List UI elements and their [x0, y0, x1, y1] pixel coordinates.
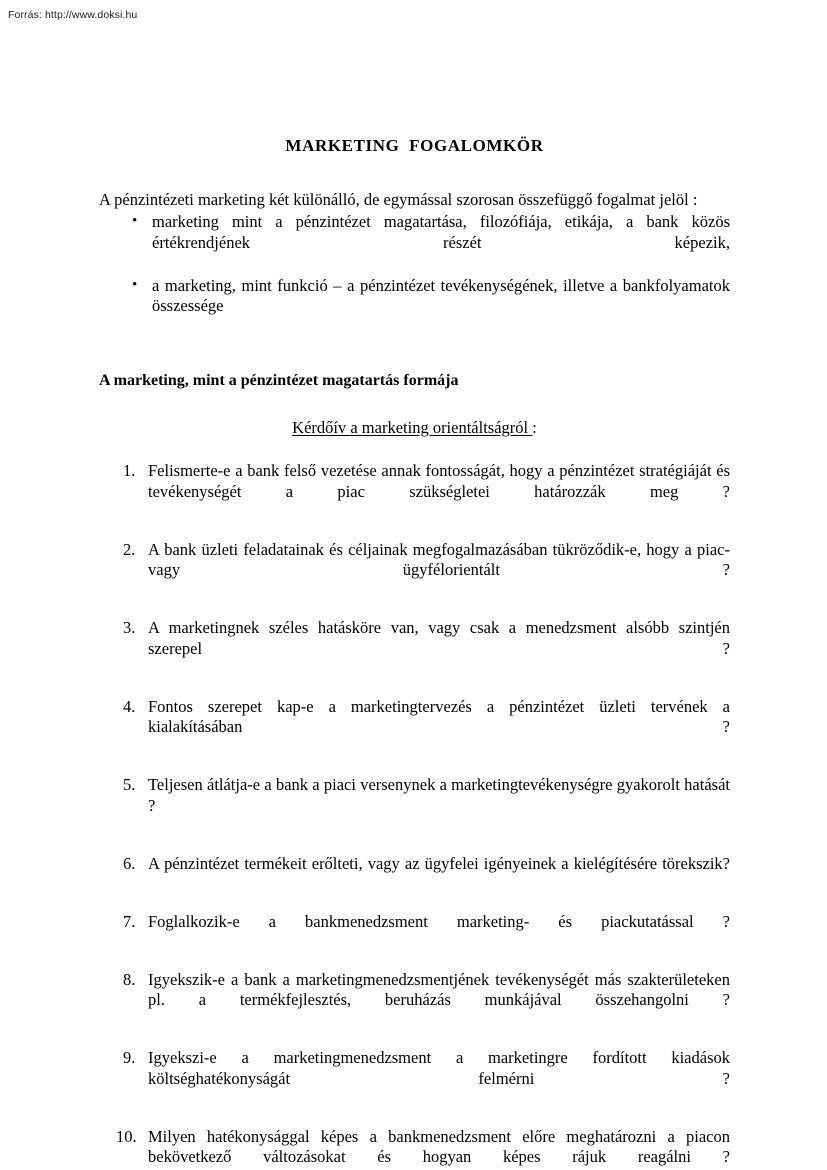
- document-content: [99, 0, 730, 1170]
- page-title: MARKETING FOGALOMKÖR: [285, 136, 544, 155]
- questionnaire-label-suffix: :: [532, 418, 537, 437]
- source-watermark: Forrás: http://www.doksi.hu: [8, 9, 138, 21]
- question-item: [99, 697, 730, 759]
- list-item: [99, 276, 730, 338]
- question-text: Foglalkozik-e a bankmenedzsment marketing- és piackutatással ?: [148, 911, 730, 931]
- question-item: [99, 461, 730, 523]
- question-text: Igyekszik-e a bank a marketingmenedzsmentjének tevékenységét más szakterületeken pl. a termékfejlesztés, beruházás munkájával összehangolni ?: [148, 969, 730, 1009]
- questionnaire-list: [99, 438, 730, 1170]
- question-item: [99, 618, 730, 680]
- question-item: [99, 970, 730, 1032]
- question-item: [99, 854, 730, 895]
- question-text: Felismerte-e a bank felső vezetése annak fontosságát, hogy a pénzintézet stratégiáját és tevékenységét a piac szükségletei határozzák meg ?: [148, 461, 730, 501]
- question-text: Igyekszi-e a marketingmenedzsment a marketingre fordított kiadások költséghatékonyságát felmérni ?: [148, 1048, 730, 1088]
- question-item: [99, 1127, 730, 1170]
- question-text: A bank üzleti feladatainak és céljainak megfogalmazásában tükröződik-e, hogy a piac- vagy ügyfélorientált ?: [148, 539, 730, 579]
- question-text: A pénzintézet termékeit erőlteti, vagy az ügyfelei igényeinek a kielégítésére törekszik?: [148, 853, 730, 873]
- question-text: Milyen hatékonysággal képes a bankmenedzsment előre meghatározni a piacon bekövetkező változásokat és hogyan képes rájuk reagálni ?: [148, 1126, 730, 1166]
- question-item: [99, 775, 730, 837]
- intro-paragraph: A pénzintézeti marketing két különálló, de egymással szorosan összefüggő fogalmat jelöl :: [99, 190, 698, 209]
- questionnaire-label: [99, 390, 730, 438]
- question-item: [99, 540, 730, 602]
- question-text: Teljesen átlátja-e a bank a piaci versenynek a marketingtevékenységre gyakorolt hatását ?: [148, 775, 730, 815]
- definition-bullet-list: [99, 212, 730, 337]
- bullet-text: marketing mint a pénzintézet magatartása, filozófiája, etikája, a bank közös értékrendjének részét képezik,: [152, 212, 730, 252]
- question-item: [99, 912, 730, 953]
- section-heading: A marketing, mint a pénzintézet magatartás formája: [99, 372, 459, 389]
- list-item: [99, 212, 730, 274]
- question-text: A marketingnek széles hatásköre van, vagy csak a menedzsment alsóbb szintjén szerepel ?: [148, 618, 730, 658]
- question-item: [99, 1048, 730, 1110]
- bullet-text: a marketing, mint funkció – a pénzintézet tevékenységének, illetve a bankfolyamatok összessége: [152, 275, 730, 315]
- questionnaire-label-underlined: Kérdőív a marketing orientáltságról: [292, 418, 533, 437]
- question-text: Fontos szerepet kap-e a marketingtervezés a pénzintézet üzleti tervének a kialakításában ?: [148, 696, 730, 736]
